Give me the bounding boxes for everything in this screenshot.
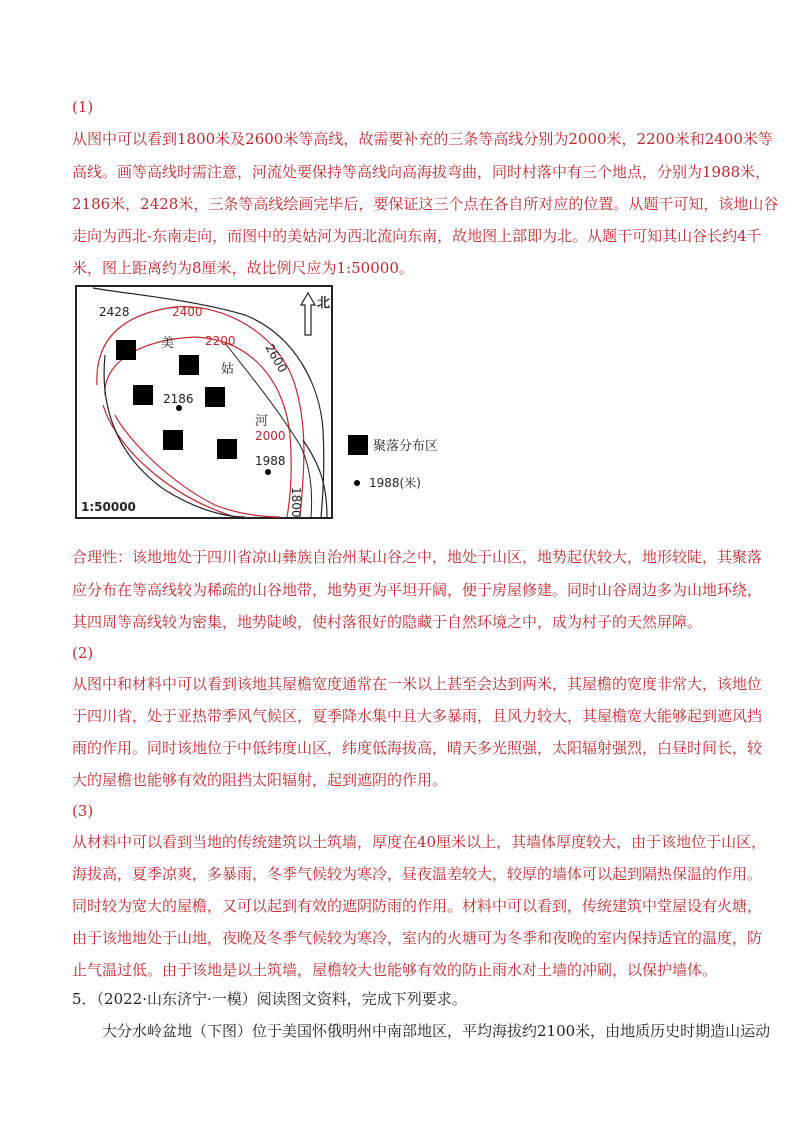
contour-map [75,285,475,521]
label-2400: 2400 [172,305,203,319]
part1-line-2: 高线。画等高线时需注意，河流处要保持等高线向高海拔弯曲，同时村落中有三个地点，分别为1988米， [72,163,771,181]
part2-line-3: 雨的作用。同时该地位于中低纬度山区，纬度低海拔高，晴天多光照强，太阳辐射强烈，白昼时间长，较 [72,739,763,757]
settlement-5 [163,430,183,450]
part3-line-2: 海拔高，夏季凉爽，多暴雨，冬季气候较为寒冷，昼夜温差较大，较厚的墙体可以起到隔热保温的作用。 [72,865,763,883]
legend-point-dot [354,480,360,486]
map-frame [76,286,332,518]
label-1800: 1800 [289,487,303,518]
part2-label: (2) [72,644,94,662]
part3-label: (3) [72,802,94,820]
settlement-1 [116,340,136,360]
north-label: 北 [317,296,331,311]
river-char-3: 河 [255,414,269,429]
part2-line-4: 大的屋檐也能够有效的阻挡太阳辐射，起到遮阴的作用。 [72,771,448,789]
q5-body: 大分水岭盆地（下图）位于美国怀俄明州中南部地区，平均海拔约2100米，由地质历史时期造山运动 [102,1022,771,1040]
part3-line-3: 同时较为宽大的屋檐，又可以起到有效的遮阴防雨的作用。材料中可以看到，传统建筑中堂屋设有火塘， [72,897,763,915]
point-1988-dot [265,469,271,475]
part2-line-2: 于四川省，处于亚热带季风气候区，夏季降水集中且大多暴雨，且风力较大，其屋檐宽大能够起到遮风挡 [72,707,763,725]
river-char-2: 姑 [221,362,235,377]
map-scale: 1:50000 [81,500,136,514]
settlement-2 [179,355,199,375]
part2-line-1: 从图中和材料中可以看到该地其屋檐宽度通常在一米以上甚至会达到两米，其屋檐的宽度非常大，该地位 [72,675,763,693]
part3-line-4: 由于该地地处于山地，夜晚及冬季气候较为寒冷，室内的火塘可为冬季和夜晚的室内保持适宜的温度，防 [72,929,763,947]
part1-label: (1) [72,98,94,116]
part1-line-5: 米，图上距离约为8厘米，故比例尺应为1:50000。 [72,259,414,277]
q5-heading: 5．（2022·山东济宁·一模）阅读图文资料，完成下列要求。 [72,990,467,1008]
part1-line-1: 从图中可以看到1800米及2600米等高线，故需要补充的三条等高线分别为2000米，2200米和2400米等 [72,130,773,148]
part1-line-3: 2186米，2428米，三条等高线绘画完毕后，要保证这三个点在各自所对应的位置。从题干可知，该地山谷 [72,195,779,213]
label-2000: 2000 [255,429,286,443]
point-2428-label: 2428 [99,305,130,319]
legend-settlement-swatch [348,435,368,455]
part3-line-5: 止气温过低。由于该地是以土筑墙，屋檐较大也能够有效的防止雨水对土墙的冲刷，以保护墙体。 [72,961,718,979]
legend-settlement-label: 聚落分布区 [373,439,439,454]
reason-line-2: 应分布在等高线较为稀疏的山谷地带，地势更为平坦开阔，便于房屋修建。同时山谷周边多为山地环绕， [72,581,763,599]
settlement-3 [133,385,153,405]
point-2186-label: 2186 [163,392,194,406]
part1-line-4: 走向为西北-东南走向，而图中的美姑河为西北流向东南，故地图上部即为北。从题干可知其山谷长约4千 [72,227,762,245]
river-char-1: 美 [161,336,175,351]
reason-line-3: 其四周等高线较为密集，地势陡峻，使村落很好的隐藏于自然环境之中，成为村子的天然屏障。 [72,613,703,631]
label-2600: 2600 [262,341,290,375]
label-2200: 2200 [205,334,236,348]
part3-line-1: 从材料中可以看到当地的传统建筑以土筑墙，厚度在40厘米以上，其墙体厚度较大，由于该地位于山区， [72,833,767,851]
settlement-6 [217,439,237,459]
reason-line-1: 合理性：该地地处于四川省凉山彝族自治州某山谷之中，地处于山区，地势起伏较大，地形较陡，其聚落 [72,548,763,566]
point-1988-label: 1988 [255,454,286,468]
settlement-4 [205,387,225,407]
legend-point-label: 1988(米) [369,476,421,490]
